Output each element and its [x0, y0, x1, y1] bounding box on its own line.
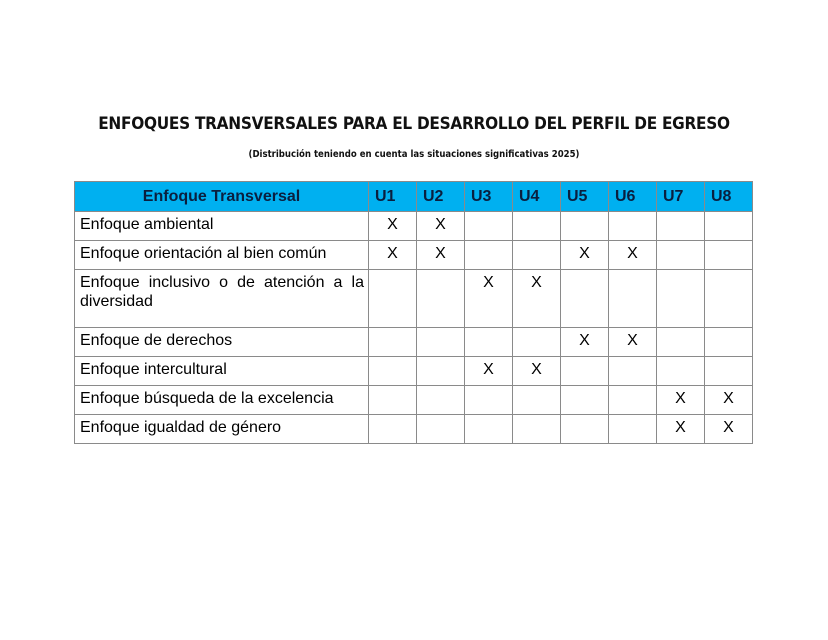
table-row [75, 241, 753, 270]
table-row [75, 415, 753, 444]
mark-cell [417, 357, 465, 386]
mark-cell [561, 212, 609, 241]
mark-cell [465, 241, 513, 270]
mark-cell: X [561, 241, 609, 270]
mark-cell: X [417, 212, 465, 241]
row-label: Enfoque ambiental [75, 212, 369, 241]
mark-cell [609, 386, 657, 415]
mark-cell [561, 415, 609, 444]
document-title: ENFOQUES TRANSVERSALES PARA EL DESARROLLO DEL PERFIL DE EGRESO [98, 114, 730, 133]
mark-cell [705, 241, 753, 270]
mark-cell [657, 241, 705, 270]
mark-cell: X [417, 241, 465, 270]
mark-cell [705, 357, 753, 386]
mark-cell [417, 415, 465, 444]
mark-cell: X [705, 415, 753, 444]
mark-cell [369, 415, 417, 444]
column-header-u6: U6 [609, 182, 657, 212]
mark-cell [465, 328, 513, 357]
row-label: Enfoque búsqueda de la excelencia [75, 386, 369, 415]
mark-cell [705, 212, 753, 241]
mark-cell: X [465, 270, 513, 328]
mark-cell [513, 386, 561, 415]
mark-cell [513, 415, 561, 444]
mark-cell: X [657, 415, 705, 444]
mark-cell [705, 328, 753, 357]
mark-cell [369, 386, 417, 415]
column-header-u8: U8 [705, 182, 753, 212]
mark-cell: X [513, 357, 561, 386]
table-row [75, 357, 753, 386]
mark-cell: X [513, 270, 561, 328]
column-header-u5: U5 [561, 182, 609, 212]
mark-cell [369, 357, 417, 386]
document-subtitle: (Distribución teniendo en cuenta las situaciones significativas 2025) [248, 149, 580, 160]
row-label: Enfoque igualdad de género [75, 415, 369, 444]
mark-cell [513, 241, 561, 270]
mark-cell [609, 357, 657, 386]
mark-cell [465, 415, 513, 444]
mark-cell [657, 328, 705, 357]
mark-cell [609, 270, 657, 328]
mark-cell: X [465, 357, 513, 386]
mark-cell [609, 415, 657, 444]
row-label: Enfoque intercultural [75, 357, 369, 386]
mark-cell [657, 357, 705, 386]
mark-cell [369, 270, 417, 328]
mark-cell [657, 212, 705, 241]
mark-cell [417, 270, 465, 328]
mark-cell [705, 270, 753, 328]
column-header-u3: U3 [465, 182, 513, 212]
mark-cell: X [561, 328, 609, 357]
mark-cell: X [657, 386, 705, 415]
mark-cell: X [609, 241, 657, 270]
mark-cell: X [369, 212, 417, 241]
mark-cell [465, 386, 513, 415]
enfoques-table [74, 181, 753, 444]
column-header-u1: U1 [369, 182, 417, 212]
column-header-u2: U2 [417, 182, 465, 212]
mark-cell [417, 386, 465, 415]
table-row [75, 270, 753, 328]
row-label: Enfoque de derechos [75, 328, 369, 357]
mark-cell: X [705, 386, 753, 415]
column-header-enfoque: Enfoque Transversal [75, 182, 369, 212]
mark-cell [609, 212, 657, 241]
table-row [75, 386, 753, 415]
column-header-u7: U7 [657, 182, 705, 212]
row-label: Enfoque inclusivo o de atención a la diversidad [75, 270, 369, 328]
mark-cell: X [369, 241, 417, 270]
mark-cell [657, 270, 705, 328]
mark-cell [513, 212, 561, 241]
row-label: Enfoque orientación al bien común [75, 241, 369, 270]
mark-cell [561, 270, 609, 328]
table-row [75, 212, 753, 241]
mark-cell [369, 328, 417, 357]
mark-cell [561, 357, 609, 386]
mark-cell [465, 212, 513, 241]
mark-cell [513, 328, 561, 357]
mark-cell [417, 328, 465, 357]
table-row [75, 328, 753, 357]
mark-cell: X [609, 328, 657, 357]
table-header-row [75, 182, 753, 212]
column-header-u4: U4 [513, 182, 561, 212]
mark-cell [561, 386, 609, 415]
